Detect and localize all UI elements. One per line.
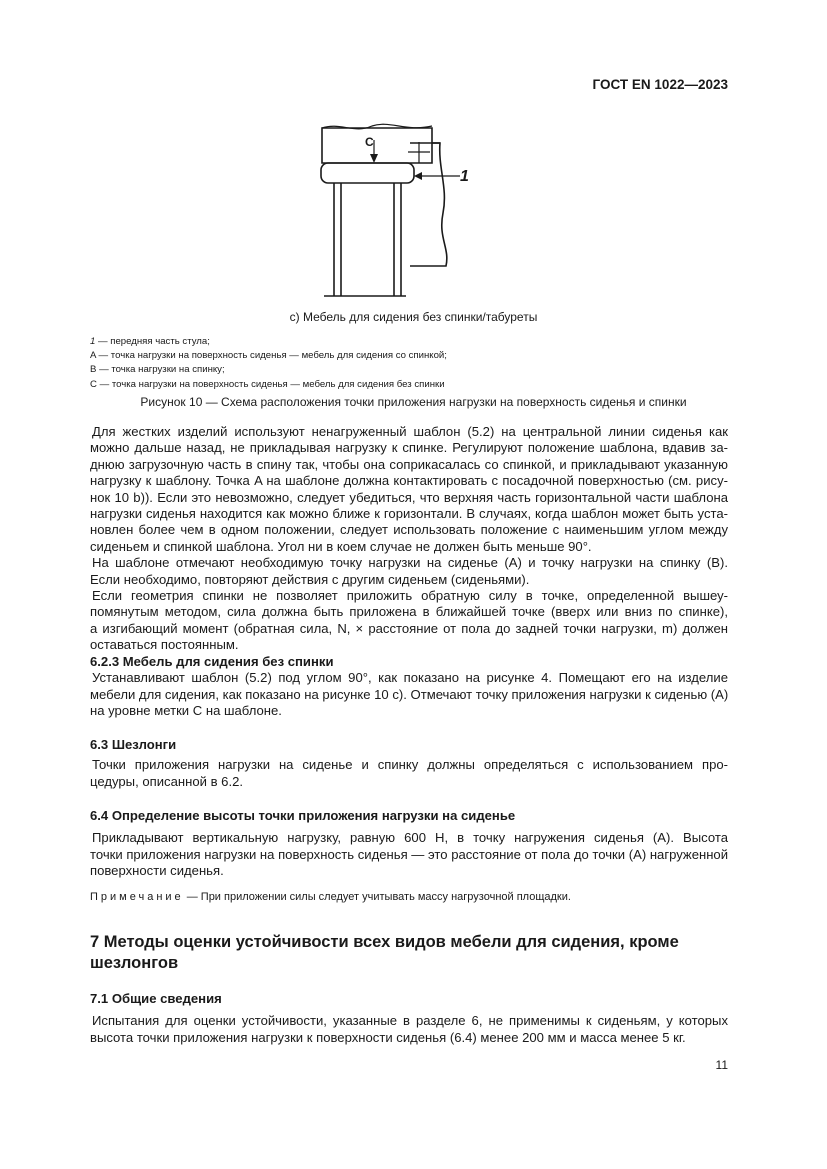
text-line: помянутым методом, сила должна быть приложена в ближайшей точке (вверх или вниз по спинке), <box>90 604 728 620</box>
text-line: нок 10 b)). Если это невозможно, следует убедиться, что верхняя часть горизонтальной части шаблона <box>90 489 728 505</box>
legend-item <box>90 335 447 349</box>
note-text: — При приложении силы следует учитывать массу нагрузочной площадки. <box>183 890 571 903</box>
heading-6-4: 6.4 Определение высоты точки приложения нагрузки на сиденье <box>90 808 516 823</box>
paragraph-6-3 <box>90 757 728 790</box>
body-block-1 <box>90 424 728 719</box>
text-line: мебели для сидения, как показано на рисунке 10 c). Отмечают точку приложения нагрузки к сиденью (A) <box>90 686 729 702</box>
stool-diagram <box>310 118 490 303</box>
paragraph-3 <box>90 588 728 654</box>
template-block <box>322 128 432 163</box>
text-line: сиденьем и спинкой шаблона. Угол ни в коем случае не должен быть меньше 90°. <box>90 538 592 554</box>
text-line: а изгибающий момент (обратная сила, N, × расстояние от пола до задней точки нагрузки, m) должен <box>90 620 728 636</box>
text-line: днюю загрузочную часть в спину так, чтобы она соприкасалась со спинкой, и прикладывают указанную <box>90 456 728 472</box>
figure-legend <box>90 335 447 392</box>
note <box>90 889 728 905</box>
legend-item <box>90 378 447 392</box>
paragraph-2 <box>90 555 728 588</box>
heading-line: 7 Методы оценки устойчивости всех видов мебели для сидения, кроме <box>90 933 679 951</box>
heading-line: шезлонгов <box>90 954 179 972</box>
figure-subcaption: c) Мебель для сидения без спинки/табуреты <box>289 310 538 324</box>
legend-text: A — точка нагрузки на поверхность сиденья — мебель для сидения со спинкой; <box>90 350 447 362</box>
legend-text: C — точка нагрузки на поверхность сиденья — мебель для сидения без спинки <box>90 378 445 390</box>
leader-1-head <box>414 172 422 180</box>
arrow-c-head <box>370 154 378 163</box>
text-line: На шаблоне отмечают необходимую точку нагрузки на сиденье (A) и точку нагрузки на спинку (B). <box>92 555 728 571</box>
back-panel <box>410 143 447 266</box>
paragraph-6-4 <box>90 830 728 879</box>
legend-item <box>90 363 447 377</box>
section-6-3 <box>90 737 728 790</box>
text-line: Если геометрия спинки не позволяет приложить обратную силу в точке, определенной вышеу- <box>92 588 728 604</box>
text-line: Испытания для оценки устойчивости, указанные в разделе 6, не применимы к сиденьям, у которых <box>92 1013 728 1029</box>
standard-number: ГОСТ EN 1022—2023 <box>592 77 728 92</box>
text-line: на уровне метки C на шаблоне. <box>90 702 282 718</box>
legend-text: — передняя часть стула; <box>95 336 210 347</box>
note-label: Примечание <box>90 890 184 903</box>
heading-6-3: 6.3 Шезлонги <box>90 737 177 752</box>
label-1: 1 <box>460 168 469 185</box>
text-line: нагрузку к шаблону. Точка A на шаблоне должна контактировать с посадочной поверхностью (см. рису- <box>90 473 728 489</box>
section-6-4 <box>90 808 728 905</box>
text-line: новлен более чем в одном положении, следует использовать положение с наименьшим углом между <box>90 522 728 538</box>
page-number: 11 <box>715 1058 728 1072</box>
text-line: точки приложения нагрузки на поверхность сиденья — это расстояние от пола до точки (A) нагруженной <box>90 846 729 862</box>
paragraph-1 <box>90 424 728 555</box>
paragraph-7-1 <box>90 1013 728 1046</box>
legend-num: 1 <box>90 336 96 347</box>
text-line: Прикладывают вертикальную нагрузку, равную 600 Н, в точку нагружения сиденья (A). Высота <box>92 830 728 846</box>
text-line: можно дальше назад, не прикладывая нагрузку к спинке. Регулируют положение шаблона, вдавив за- <box>90 440 728 456</box>
text-line: Устанавливают шаблон (5.2) под углом 90°, как показано на рисунке 4. Помещают его на изделие <box>92 670 728 686</box>
paragraph-6-2-3 <box>90 670 728 719</box>
text-line: Для жестких изделий используют ненагруженный шаблон (5.2) на центральной линии сиденья как <box>92 424 728 439</box>
text-line: поверхности сиденья. <box>90 863 224 879</box>
heading-7-1: 7.1 Общие сведения <box>90 991 222 1006</box>
text-line: нагрузки сиденья находится как можно ближе к горизонтали. В случаях, когда шаблон может быть уста- <box>90 506 728 522</box>
figure-title: Рисунок 10 — Схема расположения точки приложения нагрузки на поверхность сиденья и спинки <box>140 395 687 409</box>
heading-6-2-3: 6.2.3 Мебель для сидения без спинки <box>90 653 334 669</box>
legend-item <box>90 349 447 363</box>
label-c: C <box>365 135 374 149</box>
text-line: цедуры, описанной в 6.2. <box>90 773 244 789</box>
text-line: Если необходимо, повторяют действия с другим сиденьем (сиденьями). <box>90 571 530 587</box>
legend-text: B — точка нагрузки на спинку; <box>90 364 225 376</box>
text-line: Точки приложения нагрузки на сиденье и спинку должны определяться с использованием про- <box>92 757 728 773</box>
text-line: высота точки приложения нагрузки к поверхности сиденья (6.4) менее 200 мм и масса менее 5 кг. <box>90 1029 686 1045</box>
heading-section-7 <box>90 932 730 974</box>
text-line: оставаться постоянным. <box>90 637 239 653</box>
section-7-1 <box>90 991 728 1046</box>
seat <box>321 163 414 183</box>
